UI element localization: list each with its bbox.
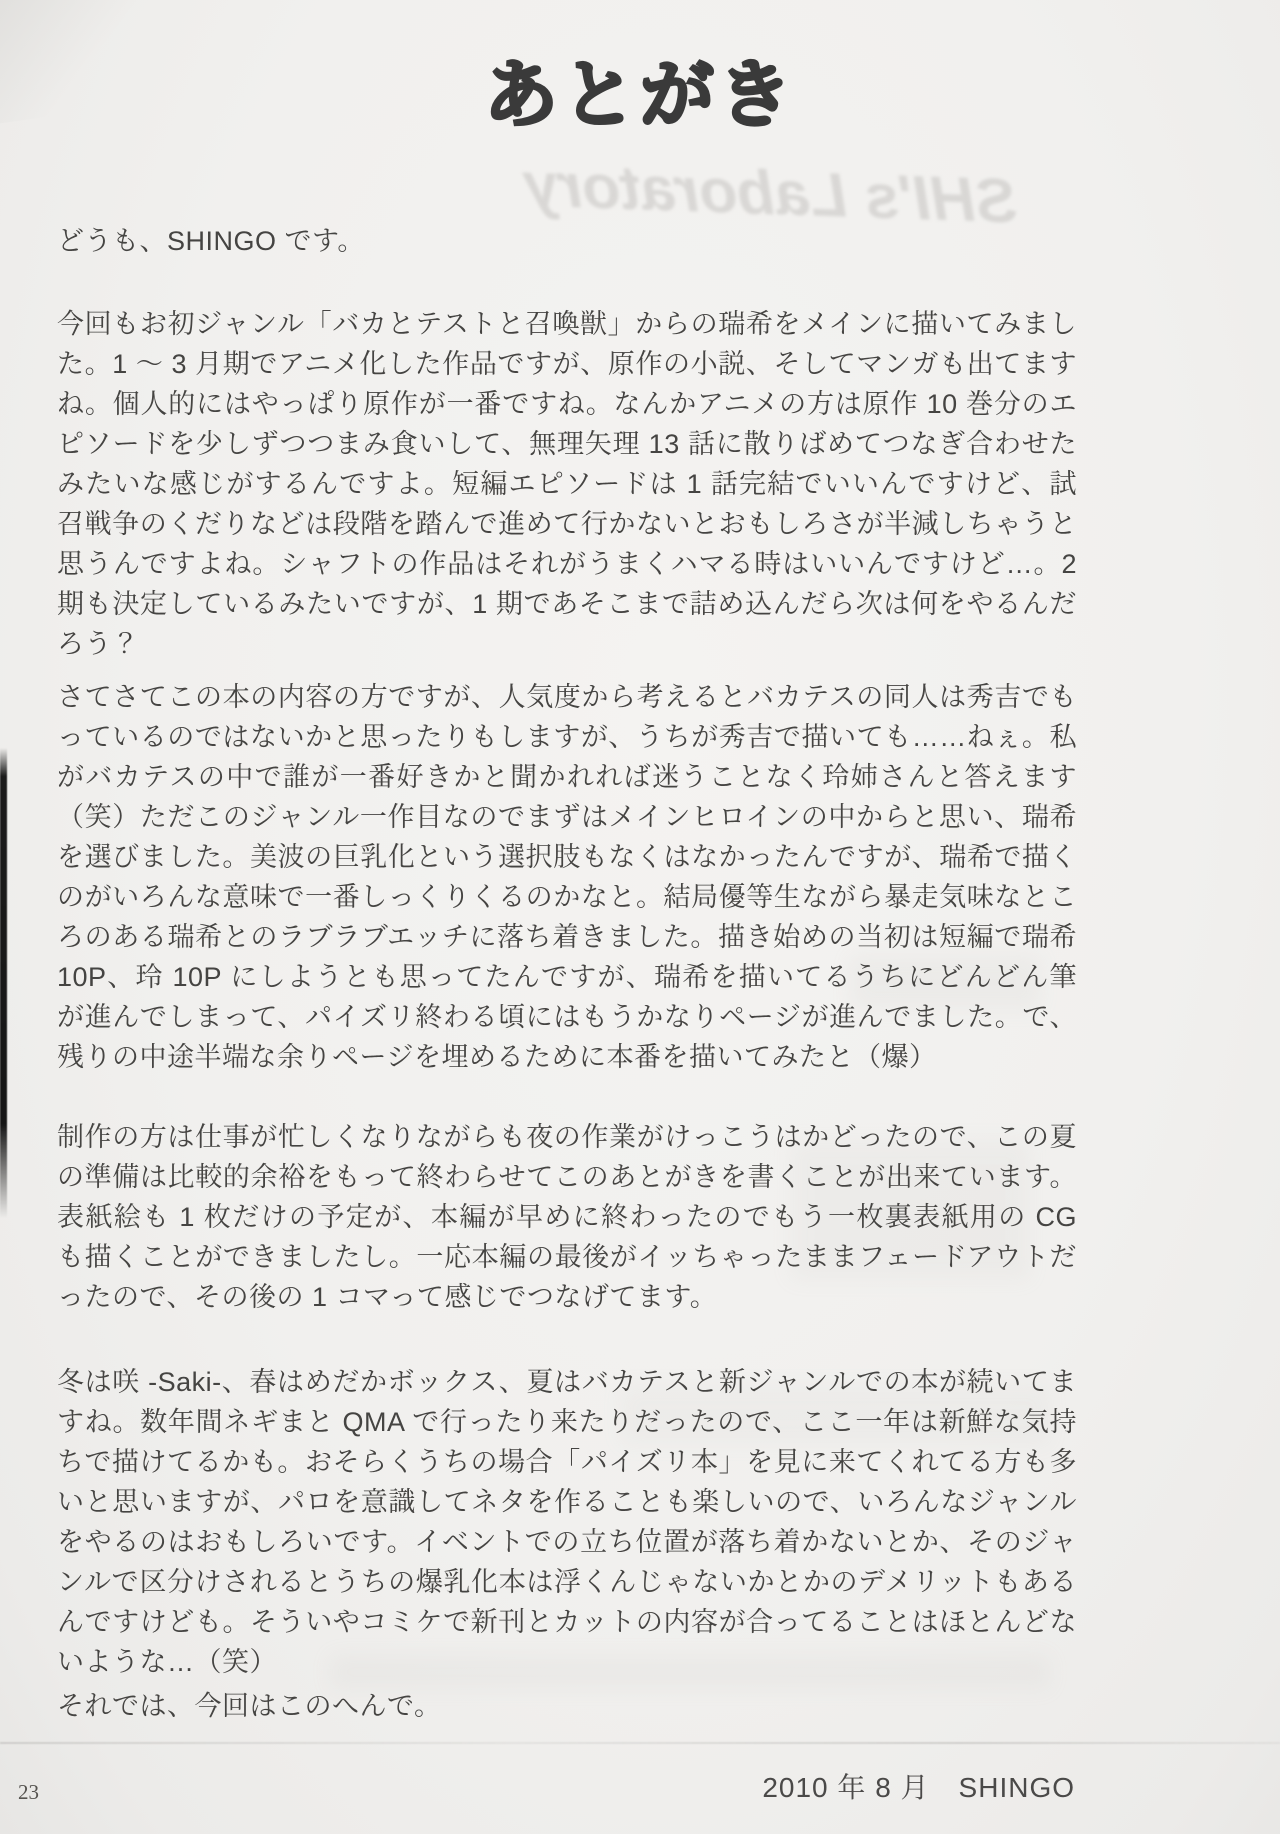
scan-edge-shadow xyxy=(0,748,7,1218)
page-title: あとがき xyxy=(484,53,796,136)
paragraph-genres: 冬は咲 -Saki-、春はめだかボックス、夏はバカテスと新ジャンルでの本が続いてますね。数年間ネギまと QMA で行ったり来たりだったので、ここ一年は新鮮な気持ちで描けてるかも。おそらくうちの場合「パイズリ本」を見に来てくれてる方も多いと思いますが、パロを意識してネタを作ることも楽しいので、いろんなジャンルをやるのはおもしろいです。イベントでの立ち位置が落ち着かないとか、そのジャンルで区分けされるとうちの爆乳化本は浮くんじゃないかとかのデメリットもあるんですけども。そういやコミケで新刊とカットの内容が合ってることはほとんどないような…（笑） xyxy=(57,1367,1077,1677)
showthrough-text: SHI's Laboratory xyxy=(522,150,1019,237)
paragraph-greeting: どうも、SHINGO です。 xyxy=(57,226,365,256)
paragraph-production: 制作の方は仕事が忙しくなりながらも夜の作業がけっこうはかどったので、この夏の準備は比較的余裕をもって終わらせてこのあとがきを書くことが出来ています。表紙絵も 1 枚だけの予定が、本編が早めに終わったのでもう一枚裏表紙用の CG も描くことができましたし。一応本編の最後がイッちゃったままフェードアウトだったので、その後の 1 コマって感じでつなげてます。 xyxy=(57,1122,1077,1312)
paragraph-bakatest-anime: 今回もお初ジャンル「バカとテストと召喚獣」からの瑞希をメインに描いてみました。1 ～ 3 月期でアニメ化した作品ですが、原作の小説、そしてマンガも出てますね。個人的にはやっぱり原作が一番ですね。なんかアニメの方は原作 10 巻分のエピソードを少しずつつまみ食いして、無理矢理 13 話に散りばめてつなぎ合わせたみたいな感じがするんですよ。短編エピソードは 1 話完結でいいんですけど、試召戦争のくだりなどは段階を踏んで進めて行かないとおもしろさが半減しちゃうと思うんですよね。シャフトの作品はそれがうまくハマる時はいいんですけど…。2 期も決定しているみたいですが、1 期であそこまで詰め込んだら次は何をやるんだろう？ xyxy=(57,309,1077,659)
signoff-date-author: 2010 年 8 月 SHINGO xyxy=(762,1772,1075,1803)
paragraph-book-content: さてさてこの本の内容の方ですが、人気度から考えるとバカテスの同人は秀吉でもっているのではないかと思ったりもしますが、うちが秀吉で描いても……ねぇ。私がバカテスの中で誰が一番好きかと聞かれれば迷うことなく玲姉さんと答えます（笑）ただこのジャンル一作目なのでまずはメインヒロインの中からと思い、瑞希を選びました。美波の巨乳化という選択肢もなくはなかったんですが、瑞希で描くのがいろんな意味で一番しっくりくるのかなと。結局優等生ながら暴走気味なところのある瑞希とのラブラブエッチに落ち着きました。描き始めの当初は短編で瑞希 10P、玲 10P にしようとも思ってたんですが、瑞希を描いてるうちにどんどん筆が進んでしまって、パイズリ終わる頃にはもうかなりページが進んでました。で、残りの中途半端な余りページを埋めるために本番を描いてみたと（爆） xyxy=(57,682,1077,1072)
paragraph-closing: それでは、今回はこのへんで。 xyxy=(57,1691,442,1721)
paper-crease xyxy=(0,1742,1280,1744)
page-number: 23 xyxy=(18,1780,39,1804)
